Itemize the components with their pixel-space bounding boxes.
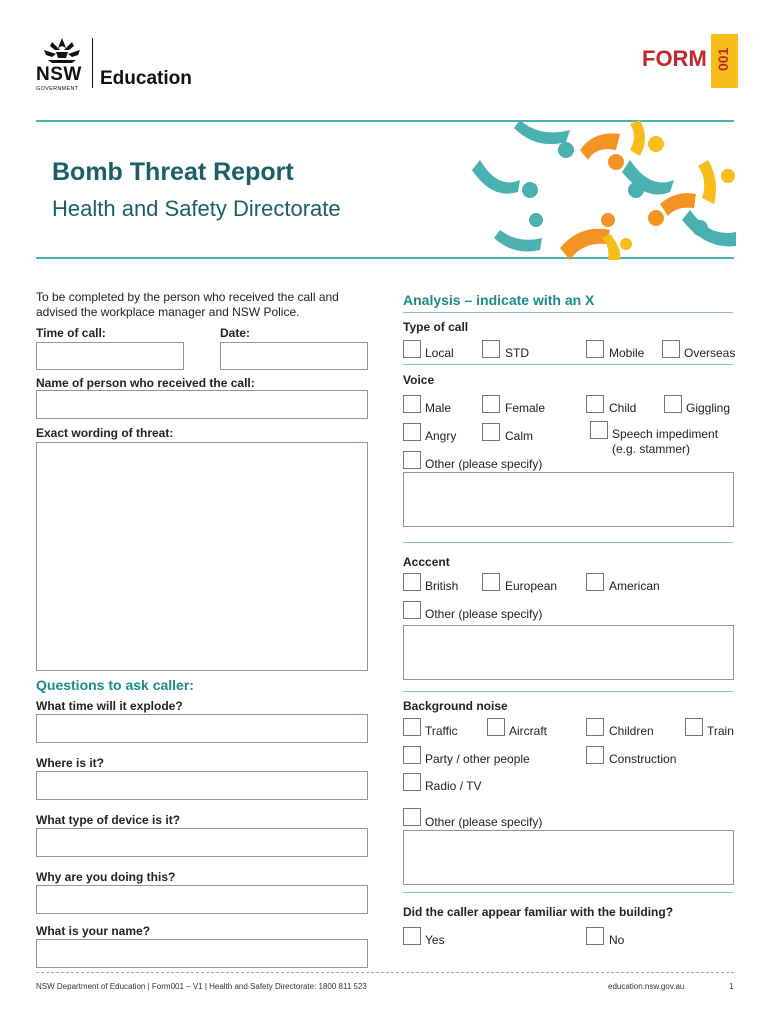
nsw-education-logo — [36, 36, 206, 92]
receiver-name-field[interactable] — [36, 390, 368, 419]
date-label: Date: — [220, 326, 251, 340]
answer-location-field[interactable] — [36, 771, 368, 800]
time-of-call-field[interactable] — [36, 342, 184, 370]
option-label: Female — [505, 401, 546, 415]
people-pattern-icon — [470, 120, 736, 260]
children-checkbox[interactable] — [586, 718, 604, 736]
option-label: Angry — [425, 429, 457, 443]
option-label: Construction — [609, 752, 677, 766]
accent-other-field[interactable] — [403, 625, 734, 680]
option-label: Other (please specify) — [425, 815, 543, 829]
footer-department-text: NSW Department of Education | Form001 – V1 | Health and Safety Directorate: 1800 811 523 — [36, 982, 367, 991]
threat-wording-label: Exact wording of threat: — [36, 426, 174, 440]
aircraft-checkbox[interactable] — [487, 718, 505, 736]
train-checkbox[interactable] — [685, 718, 703, 736]
giggling-checkbox[interactable] — [664, 395, 682, 413]
female-checkbox[interactable] — [482, 395, 500, 413]
analysis-heading: Analysis – indicate with an X — [403, 292, 595, 308]
option-label: Other (please specify) — [425, 607, 543, 621]
option-label: Child — [609, 401, 637, 415]
option-label: Party / other people — [425, 752, 530, 766]
page-title: Bomb Threat Report — [52, 158, 294, 186]
type-of-call-label: Type of call — [403, 320, 469, 334]
divider — [403, 364, 733, 365]
waratah-icon — [40, 36, 84, 64]
option-label: STD — [505, 346, 529, 360]
traffic-checkbox[interactable] — [403, 718, 421, 736]
child-checkbox[interactable] — [586, 395, 604, 413]
question-label: What type of device is it? — [36, 813, 181, 827]
option-label: Yes — [425, 933, 445, 947]
european-checkbox[interactable] — [482, 573, 500, 591]
time-of-call-label: Time of call: — [36, 326, 106, 340]
accent-label: Acccent — [403, 555, 450, 569]
page-number: 1 — [729, 982, 734, 991]
option-label: Male — [425, 401, 452, 415]
option-label: Speech impediment — [612, 427, 719, 441]
background-noise-label: Background noise — [403, 699, 508, 713]
voice-other-checkbox[interactable] — [403, 451, 421, 469]
mobile-checkbox[interactable] — [586, 340, 604, 358]
answer-caller-name-field[interactable] — [36, 939, 368, 968]
logo-divider — [92, 38, 93, 88]
construction-checkbox[interactable] — [586, 746, 604, 764]
option-label: (e.g. stammer) — [612, 442, 691, 456]
answer-reason-field[interactable] — [36, 885, 368, 914]
std-checkbox[interactable] — [482, 340, 500, 358]
divider — [403, 542, 733, 543]
intro-text: To be completed by the person who received the call and advised the workplace manager and NSW Police. — [36, 290, 339, 319]
question-label: What is your name? — [36, 924, 151, 938]
logo-nsw-text: NSW — [36, 64, 82, 85]
option-label: Local — [425, 346, 454, 360]
date-field[interactable] — [220, 342, 368, 370]
familiar-yes-checkbox[interactable] — [403, 927, 421, 945]
option-label: No — [609, 933, 625, 947]
option-label: Giggling — [686, 401, 731, 415]
option-label: Calm — [505, 429, 534, 443]
familiar-no-checkbox[interactable] — [586, 927, 604, 945]
page-subtitle: Health and Safety Directorate — [52, 196, 341, 221]
noise-other-checkbox[interactable] — [403, 808, 421, 826]
divider — [403, 892, 733, 893]
question-label: Why are you doing this? — [36, 870, 176, 884]
radio-tv-checkbox[interactable] — [403, 773, 421, 791]
calm-checkbox[interactable] — [482, 423, 500, 441]
question-label: What time will it explode? — [36, 699, 183, 713]
logo-government-text: GOVERNMENT — [36, 86, 79, 92]
form-number-badge — [711, 34, 738, 88]
accent-other-checkbox[interactable] — [403, 601, 421, 619]
male-checkbox[interactable] — [403, 395, 421, 413]
footer-website-text: education.nsw.gov.au — [608, 982, 685, 991]
question-label: Where is it? — [36, 756, 105, 770]
receiver-name-label: Name of person who received the call: — [36, 376, 255, 390]
option-label: American — [609, 579, 660, 593]
angry-checkbox[interactable] — [403, 423, 421, 441]
answer-explode-time-field[interactable] — [36, 714, 368, 743]
divider — [403, 691, 733, 692]
voice-label: Voice — [403, 373, 435, 387]
form-number: 001 — [715, 47, 731, 71]
analysis-rule — [403, 312, 733, 313]
footer-rule — [36, 972, 734, 973]
voice-other-field[interactable] — [403, 472, 734, 527]
option-label: Overseas — [684, 346, 736, 360]
option-label: Children — [609, 724, 654, 738]
option-label: Other (please specify) — [425, 457, 543, 471]
option-label: European — [505, 579, 558, 593]
overseas-checkbox[interactable] — [662, 340, 680, 358]
speech-impediment-checkbox[interactable] — [590, 421, 608, 439]
american-checkbox[interactable] — [586, 573, 604, 591]
option-label: Mobile — [609, 346, 645, 360]
option-label: Radio / TV — [425, 779, 482, 793]
form-label: FORM — [642, 46, 707, 71]
local-checkbox[interactable] — [403, 340, 421, 358]
familiar-question-label: Did the caller appear familiar with the building? — [403, 905, 674, 919]
option-label: Aircraft — [509, 724, 548, 738]
option-label: Traffic — [425, 724, 458, 738]
option-label: Train — [707, 724, 734, 738]
british-checkbox[interactable] — [403, 573, 421, 591]
answer-device-field[interactable] — [36, 828, 368, 857]
decorative-figures — [470, 120, 736, 260]
noise-other-field[interactable] — [403, 830, 734, 885]
party-checkbox[interactable] — [403, 746, 421, 764]
questions-heading: Questions to ask caller: — [36, 677, 194, 693]
option-label: British — [425, 579, 459, 593]
logo-education-text: Education — [100, 68, 192, 89]
threat-wording-field[interactable] — [36, 442, 368, 671]
